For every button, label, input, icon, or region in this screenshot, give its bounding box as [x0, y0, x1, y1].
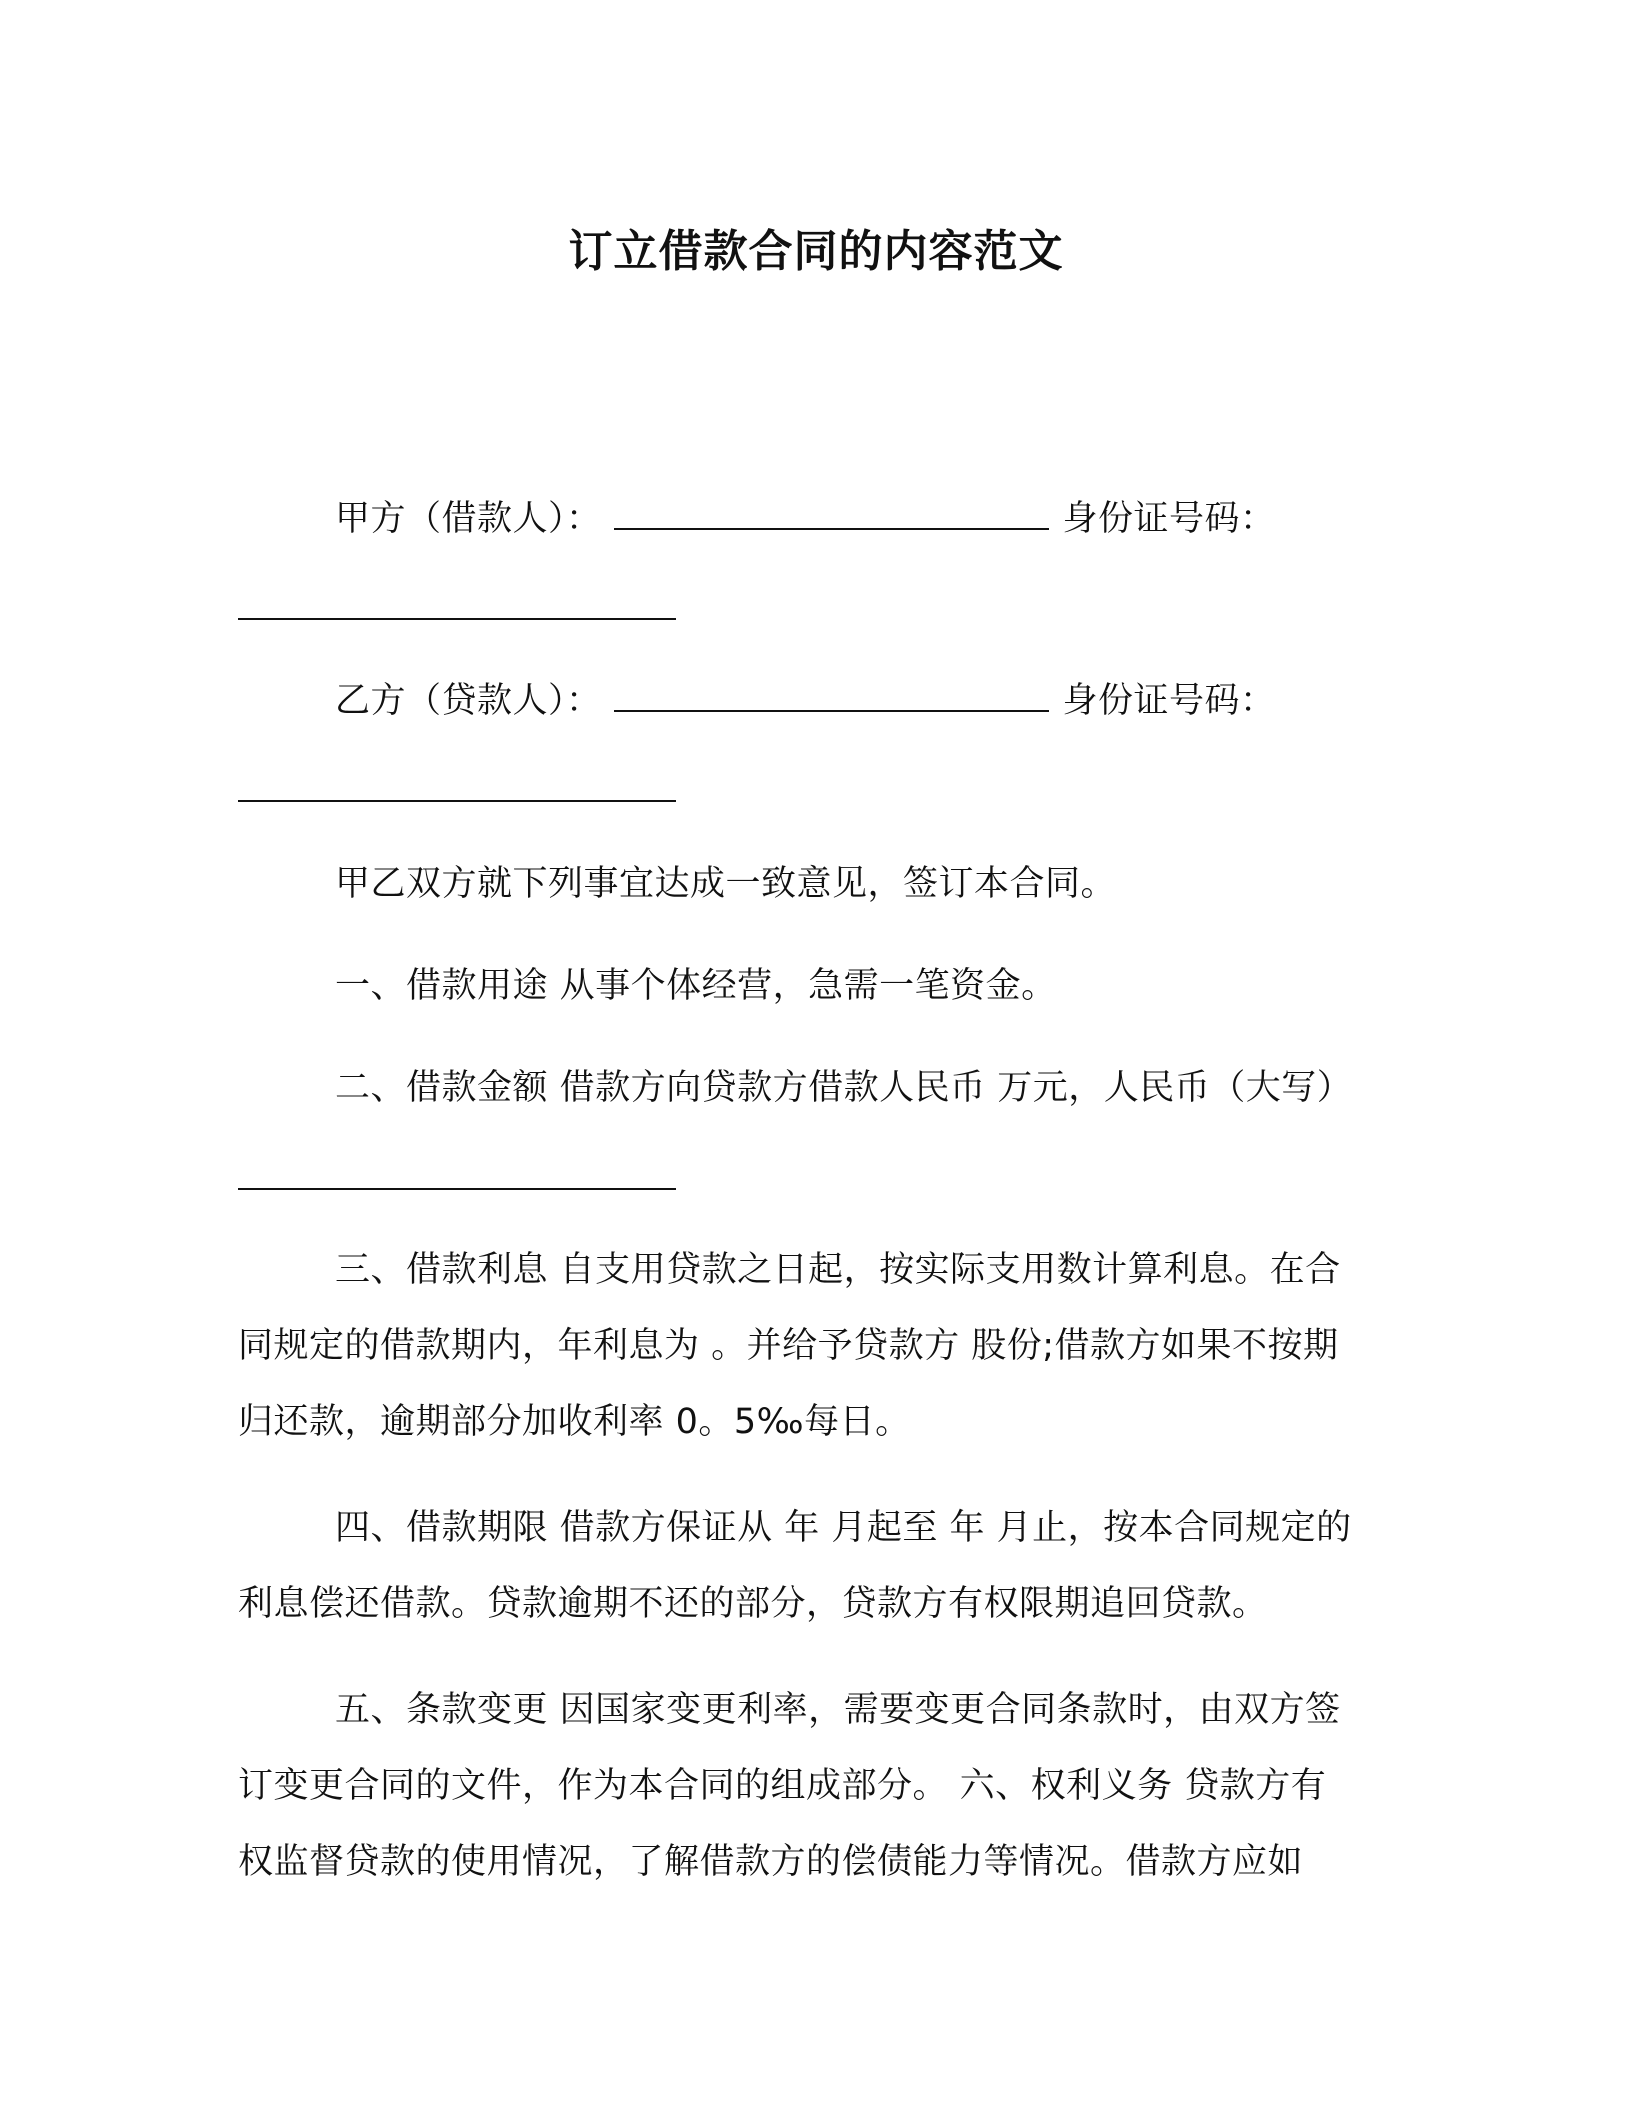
party-a-line — [335, 494, 1276, 543]
clause-5-line-3: 权监督贷款的使用情况，了解借款方的偿债能力等情况。借款方应如 — [238, 1842, 1304, 1882]
clause-4-line-2: 利息偿还借款。贷款逾期不还的部分，贷款方有权限期追回贷款。 — [238, 1584, 1268, 1624]
party-b-line — [335, 676, 1276, 725]
clause-1-paragraph: 一、借款用途 从事个体经营，急需一笔资金。 — [335, 966, 1057, 1006]
clause-2-paragraph: 二、借款金额 借款方向贷款方借款人民币 万元，人民币（大写） — [335, 1068, 1353, 1108]
intro-paragraph: 甲乙双方就下列事宜达成一致意见，签订本合同。 — [335, 864, 1117, 904]
party-b-id-blank[interactable] — [238, 766, 676, 802]
clause-4-line-1: 四、借款期限 借款方保证从 年 月起至 年 月止，按本合同规定的 — [335, 1508, 1352, 1548]
party-b-id-line — [238, 766, 676, 815]
clause-2-blank-line — [238, 1154, 676, 1203]
party-a-id-blank[interactable] — [238, 584, 676, 620]
clause-3-line-3: 归还款，逾期部分加收利率 0。5‰每日。 — [238, 1402, 911, 1442]
party-a-label: 甲方（借款人）： — [335, 499, 602, 539]
party-a-name-blank[interactable] — [614, 494, 1049, 530]
party-a-id-line — [238, 584, 676, 633]
party-a-id-label: 身份证号码： — [1062, 499, 1276, 539]
party-b-label: 乙方（贷款人）： — [335, 681, 602, 721]
clause-3-line-1: 三、借款利息 自支用贷款之日起，按实际支用数计算利息。在合 — [335, 1250, 1341, 1290]
clause-5-line-2: 订变更合同的文件，作为本合同的组成部分。 六、权利义务 贷款方有 — [238, 1766, 1327, 1806]
amount-uppercase-blank[interactable] — [238, 1154, 676, 1190]
document-title: 订立借款合同的内容范文 — [568, 226, 1064, 277]
clause-3-line-2: 同规定的借款期内，年利息为 。并给予贷款方 股份;借款方如果不按期 — [238, 1326, 1339, 1366]
party-b-id-label: 身份证号码： — [1062, 681, 1276, 721]
party-b-name-blank[interactable] — [614, 676, 1049, 712]
clause-5-line-1: 五、条款变更 因国家变更利率，需要变更合同条款时，由双方签 — [335, 1690, 1341, 1730]
